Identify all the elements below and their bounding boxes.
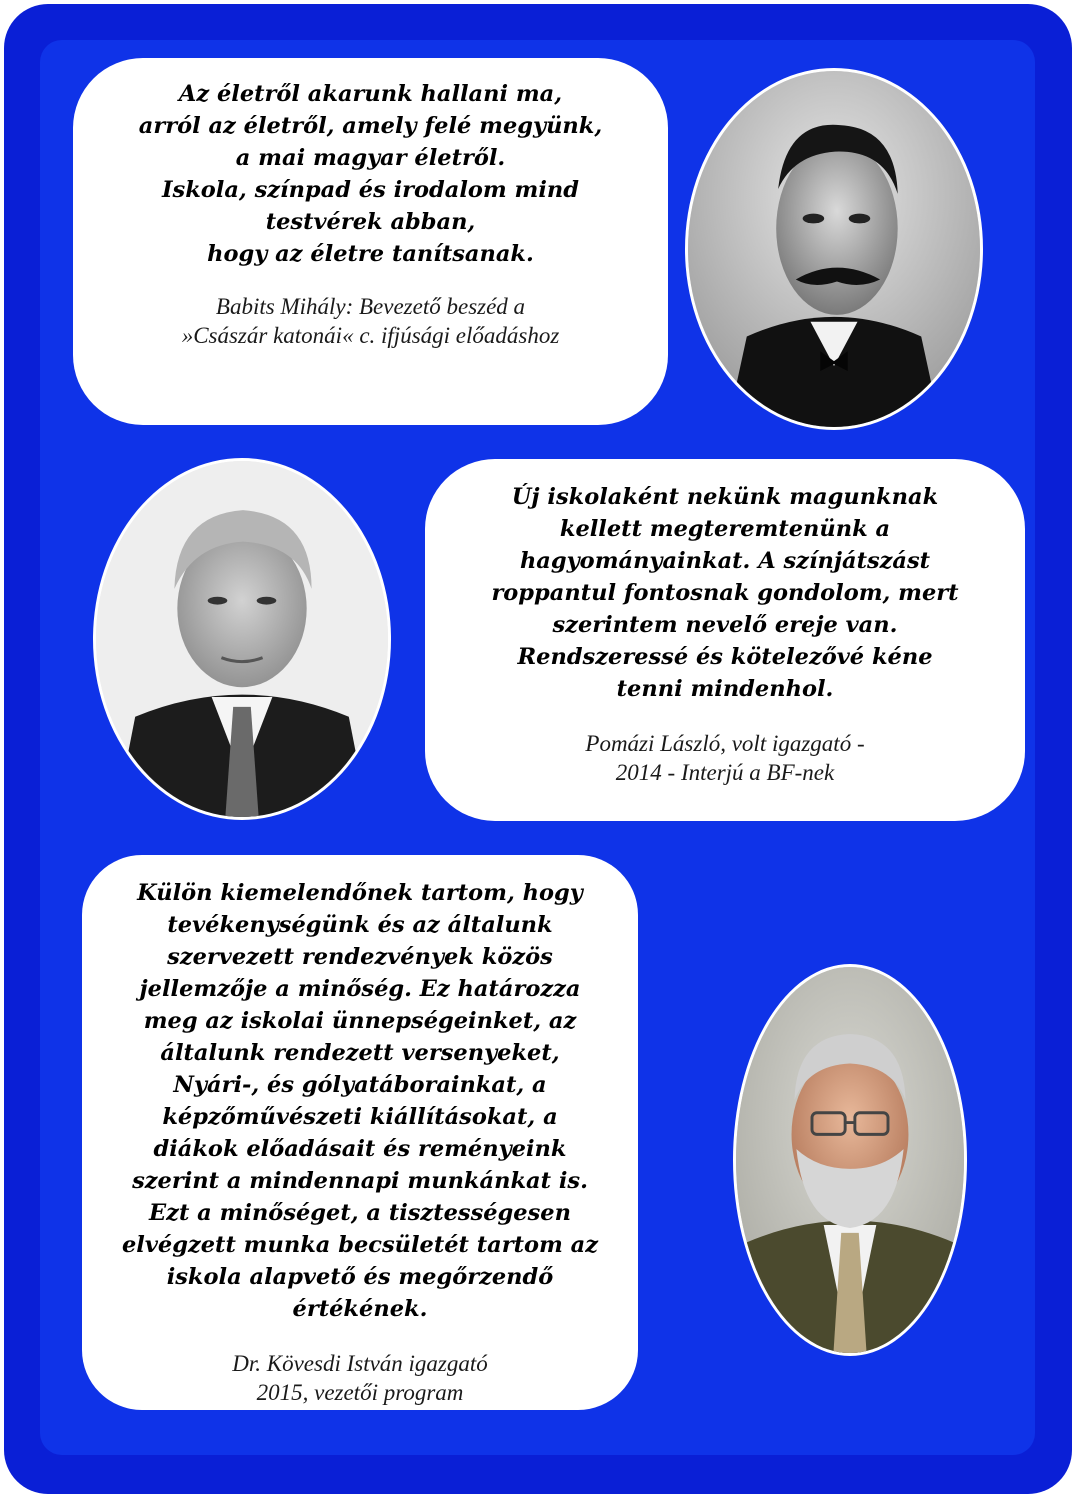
- quote-source: Dr. Kövesdi István igazgató 2015, vezetői program: [232, 1351, 488, 1405]
- quote-bubble-pomazi: [425, 459, 1025, 821]
- portrait-photo-babits: [685, 68, 983, 430]
- quote-text: Külön kiemelendőnek tartom, hogy tevékenységünk és az általunk szervezett rendezvények közös jellemzője a minőség. Ez határozza meg az iskolai ünnepségeinket, az általunk rendezett versenyeket, Nyári-, és gólyatáborainkat, a képzőművészeti kiállításokat, a diákok előadásait és reményeink szerint a mindennapi munkánkat is. Ezt a minőséget, a tisztességesen elvégzett munka becsületét tartom az iskola alapvető és megőrzendő értékének.: [121, 880, 598, 1322]
- portrait-image: [736, 967, 964, 1353]
- portrait-image: [96, 461, 388, 817]
- quote-text: Új iskolaként nekünk magunknak kellett megteremtenünk a hagyományainkat. A színjátszást roppantul fontosnak gondolom, mert szerintem nevelő ereje van. Rendszeressé és kötelezővé kéne tenni mindenhol.: [491, 484, 959, 702]
- quote-source: Babits Mihály: Bevezető beszéd a »Császár katonái« c. ifjúsági előadáshoz: [181, 294, 560, 348]
- quote-bubble-babits: [73, 58, 668, 425]
- quote-bubble-kovesdi: [82, 855, 638, 1410]
- portrait-photo-pomazi: [93, 458, 391, 820]
- portrait-image: [688, 71, 980, 427]
- quote-text: Az életről akarunk hallani ma, arról az életről, amely felé megyünk, a mai magyar életről. Iskola, színpad és irodalom mind testvérek abban, hogy az életre tanítsanak.: [138, 81, 603, 267]
- portrait-photo-kovesdi: [733, 964, 967, 1356]
- quote-source: Pomázi László, volt igazgató - 2014 - Interjú a BF-nek: [585, 731, 865, 785]
